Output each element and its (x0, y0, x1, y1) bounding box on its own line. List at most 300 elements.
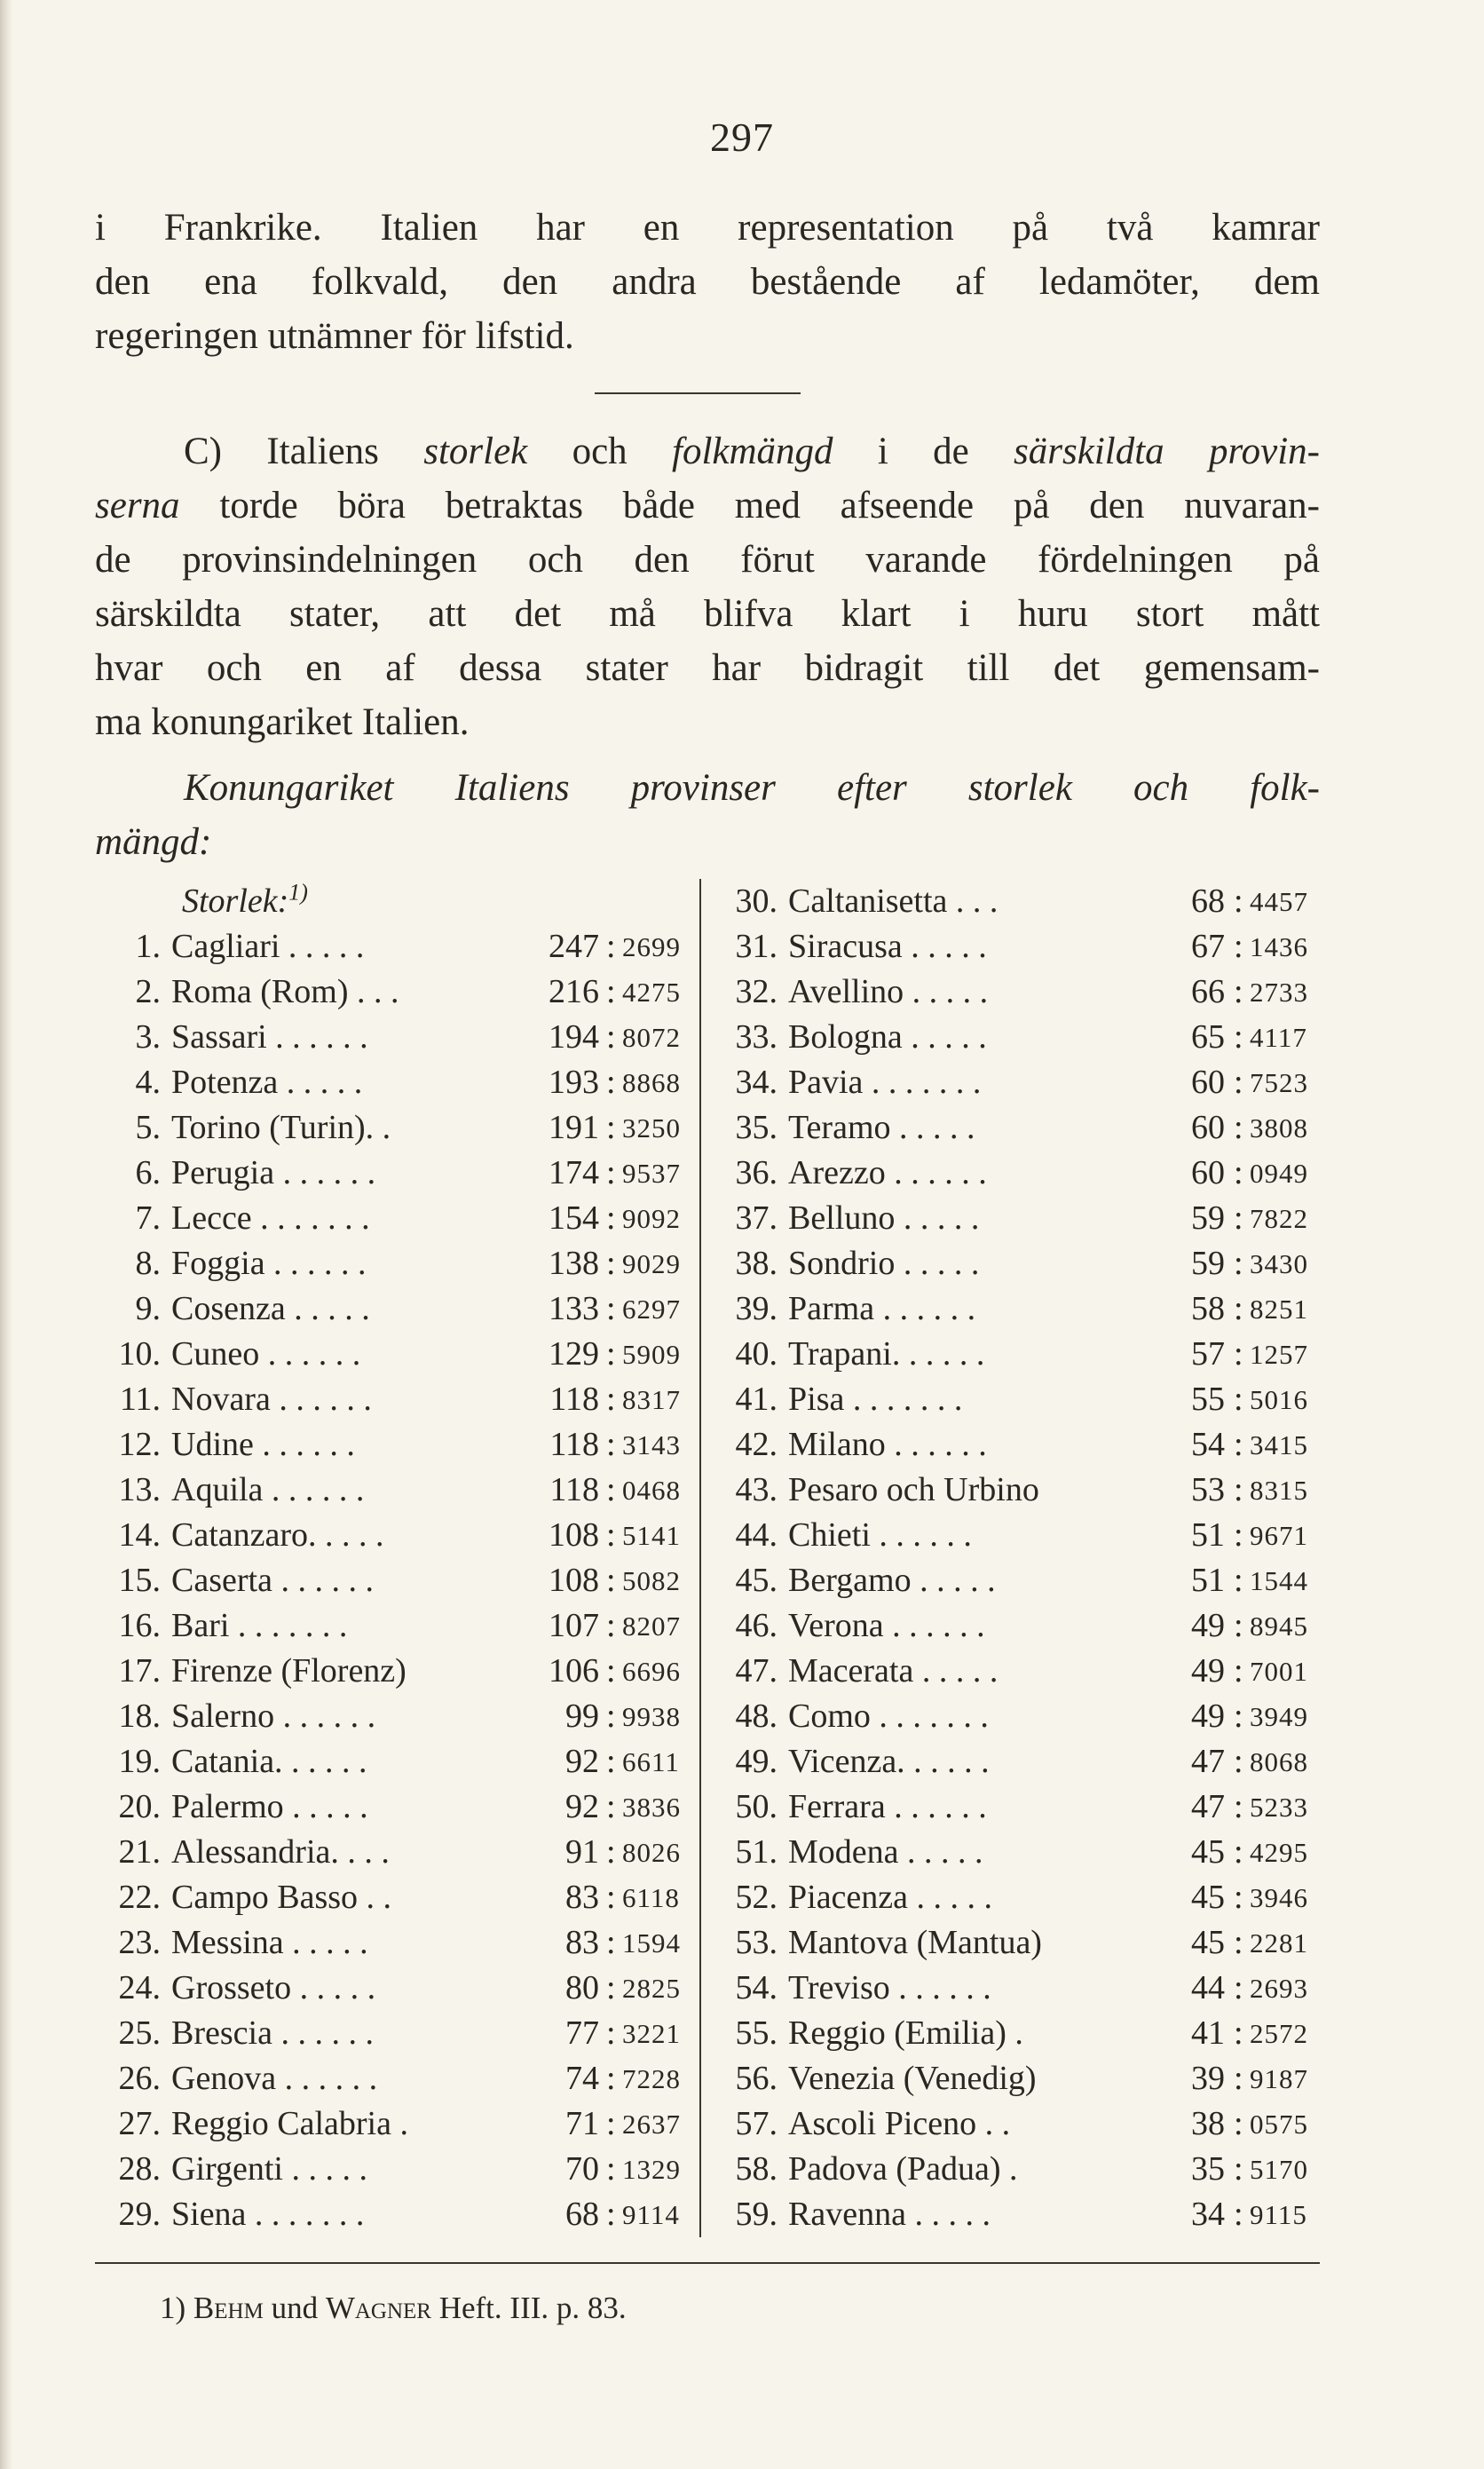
size-value: 92 (565, 1743, 599, 1780)
table-row (710, 1875, 1322, 1920)
size-value: 55 (1191, 1381, 1225, 1418)
text-line: serna torde böra betraktas både med afseende på den nuvaran- (95, 485, 1320, 526)
province-name: Macerata . . . . . (788, 1652, 999, 1690)
table-column-right (710, 879, 1322, 2237)
size-value: 35 (1191, 2150, 1225, 2188)
row-number: 49. (735, 1743, 778, 1780)
table-row (93, 969, 688, 1015)
population-value: 6611 (622, 1746, 680, 1777)
table-title-line: mängd: (95, 821, 212, 863)
row-number: 22. (118, 1879, 161, 1916)
table-row (710, 1603, 1322, 1649)
population-value: 5141 (622, 1520, 681, 1551)
row-number: 47. (735, 1652, 778, 1690)
population-value: 9187 (1250, 2063, 1308, 2094)
separator: : (606, 1607, 616, 1644)
separator: : (1234, 1697, 1243, 1735)
separator: : (1234, 1109, 1243, 1146)
paragraph-section-c (95, 424, 1320, 749)
row-number: 10. (118, 1335, 161, 1373)
province-name: Como . . . . . . . (788, 1697, 989, 1735)
province-name: Sassari . . . . . . (171, 1018, 368, 1056)
province-name: Messina . . . . . (171, 1924, 368, 1961)
table-row (93, 1875, 688, 1920)
separator: : (1234, 1652, 1243, 1690)
row-number: 21. (118, 1833, 161, 1871)
province-name: Palermo . . . . . (171, 1788, 368, 1825)
separator: : (1234, 1199, 1243, 1237)
row-number: 51. (735, 1833, 778, 1871)
population-value: 3430 (1250, 1248, 1308, 1279)
table-row (93, 1241, 688, 1286)
table-row (710, 1558, 1322, 1603)
size-value: 70 (565, 2150, 599, 2188)
table-row (710, 2056, 1322, 2101)
population-value: 4295 (1250, 1837, 1308, 1868)
population-value: 7228 (622, 2063, 681, 2094)
table-row (710, 1105, 1322, 1151)
table-row (710, 1151, 1322, 1196)
separator: : (606, 2014, 616, 2052)
table-row (93, 1739, 688, 1784)
table-row (710, 1513, 1322, 1558)
row-number: 27. (118, 2105, 161, 2142)
size-value: 118 (549, 1471, 599, 1508)
table-row (710, 1694, 1322, 1739)
province-name: Belluno . . . . . (788, 1199, 980, 1237)
province-name: Udine . . . . . . (171, 1426, 355, 1463)
province-name: Torino (Turin). . (171, 1109, 391, 1146)
separator: : (1234, 1879, 1243, 1916)
size-value: 107 (549, 1607, 599, 1644)
population-value: 1436 (1250, 931, 1308, 962)
population-value: 9115 (1250, 2199, 1307, 2230)
province-name: Vicenza. . . . . . (788, 1743, 990, 1780)
province-name: Chieti . . . . . . (788, 1516, 972, 1554)
size-value: 59 (1191, 1245, 1225, 1282)
row-number: 57. (735, 2105, 778, 2142)
province-name: Bologna . . . . . (788, 1018, 987, 1056)
size-value: 45 (1191, 1924, 1225, 1961)
separator: : (606, 1788, 616, 1825)
province-name: Teramo . . . . . (788, 1109, 975, 1146)
table-row (93, 1422, 688, 1468)
table-row (93, 1694, 688, 1739)
table-row (93, 2101, 688, 2147)
size-value: 67 (1191, 928, 1225, 965)
province-name: Perugia . . . . . . (171, 1154, 376, 1191)
province-name: Arezzo . . . . . . (788, 1154, 987, 1191)
size-value: 247 (549, 928, 599, 965)
separator: : (1234, 1154, 1243, 1191)
size-value: 99 (565, 1697, 599, 1735)
table-row (710, 1060, 1322, 1105)
row-number: 33. (735, 1018, 778, 1056)
text-line: ma konungariket Italien. (95, 701, 470, 743)
row-number: 55. (735, 2014, 778, 2052)
table-row (710, 924, 1322, 969)
separator: : (606, 1381, 616, 1418)
province-name: Ravenna . . . . . (788, 2196, 991, 2233)
population-value: 1544 (1250, 1565, 1308, 1596)
text-line: i Frankrike. Italien har en representation på två kamrar (95, 207, 1320, 249)
separator: : (606, 1245, 616, 1282)
province-name: Pisa . . . . . . . (788, 1381, 963, 1418)
row-number: 8. (135, 1245, 161, 1282)
footnote-rule (95, 2262, 1320, 2264)
row-number: 34. (735, 1064, 778, 1101)
table-row (710, 1015, 1322, 1060)
province-name: Bergamo . . . . . (788, 1562, 996, 1599)
province-name: Pesaro och Urbino (788, 1471, 1039, 1508)
province-name: Campo Basso . . (171, 1879, 392, 1916)
size-value: 59 (1191, 1199, 1225, 1237)
size-value: 49 (1191, 1607, 1225, 1644)
population-value: 3808 (1250, 1112, 1308, 1143)
table-row (710, 1966, 1322, 2011)
size-value: 49 (1191, 1697, 1225, 1735)
table-row (93, 1966, 688, 2011)
size-value: 51 (1191, 1562, 1225, 1599)
row-number: 20. (118, 1788, 161, 1825)
separator: : (1234, 1381, 1243, 1418)
province-name: Modena . . . . . (788, 1833, 983, 1871)
population-value: 8945 (1250, 1610, 1308, 1642)
row-number: 58. (735, 2150, 778, 2188)
row-number: 37. (735, 1199, 778, 1237)
province-name: Brescia . . . . . . (171, 2014, 374, 2052)
province-name: Caltanisetta . . . (788, 882, 999, 920)
size-value: 80 (565, 1969, 599, 2006)
population-value: 0468 (622, 1475, 681, 1506)
population-value: 4117 (1250, 1022, 1307, 1053)
size-value: 83 (565, 1924, 599, 1961)
table-row (93, 1332, 688, 1377)
province-name: Milano . . . . . . (788, 1426, 987, 1463)
table-row (93, 1196, 688, 1241)
province-name: Ferrara . . . . . . (788, 1788, 987, 1825)
province-name: Cagliari . . . . . (171, 928, 365, 965)
text-line: regeringen utnämner för lifstid. (95, 315, 574, 357)
population-value: 5016 (1250, 1384, 1308, 1415)
population-value: 1257 (1250, 1339, 1308, 1370)
size-value: 71 (565, 2105, 599, 2142)
table-row (710, 1784, 1322, 1830)
size-value: 45 (1191, 1879, 1225, 1916)
table-row (710, 1422, 1322, 1468)
table-row (93, 2056, 688, 2101)
size-value: 65 (1191, 1018, 1225, 1056)
row-number: 35. (735, 1109, 778, 1146)
table-row (93, 1468, 688, 1513)
province-name: Aquila . . . . . . (171, 1471, 365, 1508)
row-number: 36. (735, 1154, 778, 1191)
separator: : (606, 1924, 616, 1961)
row-number: 5. (135, 1109, 161, 1146)
table-row (93, 1060, 688, 1105)
row-number: 23. (118, 1924, 161, 1961)
separator: : (606, 1516, 616, 1554)
size-value: 118 (549, 1426, 599, 1463)
row-number: 45. (735, 1562, 778, 1599)
province-name: Padova (Padua) . (788, 2150, 1018, 2188)
row-number: 42. (735, 1426, 778, 1463)
population-value: 5082 (622, 1565, 681, 1596)
table-row (93, 924, 688, 969)
separator: : (606, 2060, 616, 2097)
population-value: 5170 (1250, 2154, 1308, 2185)
row-number: 31. (735, 928, 778, 965)
province-name: Firenze (Florenz) (171, 1652, 407, 1690)
separator: : (606, 1018, 616, 1056)
row-number: 14. (118, 1516, 161, 1554)
row-number: 41. (735, 1381, 778, 1418)
row-number: 40. (735, 1335, 778, 1373)
row-number: 59. (735, 2196, 778, 2233)
size-value: 174 (549, 1154, 599, 1191)
population-value: 7822 (1250, 1203, 1308, 1234)
separator: : (606, 1154, 616, 1191)
separator: : (1234, 1969, 1243, 2006)
population-value: 5909 (622, 1339, 681, 1370)
size-value: 106 (549, 1652, 599, 1690)
size-value: 133 (549, 1290, 599, 1327)
province-name: Verona . . . . . . (788, 1607, 985, 1644)
population-value: 1329 (622, 2154, 681, 2185)
size-value: 41 (1191, 2014, 1225, 2052)
province-name: Cosenza . . . . . (171, 1290, 370, 1327)
row-number: 1. (135, 928, 161, 965)
row-number: 28. (118, 2150, 161, 2188)
separator: : (606, 1743, 616, 1780)
row-number: 25. (118, 2014, 161, 2052)
table-row (710, 1649, 1322, 1694)
size-value: 108 (549, 1516, 599, 1554)
separator: : (606, 973, 616, 1010)
row-number: 16. (118, 1607, 161, 1644)
province-name: Grosseto . . . . . (171, 1969, 376, 2006)
text-line: den ena folkvald, den andra bestående af ledamöter, dem (95, 261, 1320, 303)
row-number: 18. (118, 1697, 161, 1735)
table-row (710, 2101, 1322, 2147)
size-value: 118 (549, 1381, 599, 1418)
size-value: 60 (1191, 1064, 1225, 1101)
table-row (710, 1241, 1322, 1286)
population-value: 1594 (622, 1927, 681, 1959)
table-row (93, 1830, 688, 1875)
population-value: 4275 (622, 977, 681, 1008)
separator: : (1234, 2196, 1243, 2233)
population-value: 3836 (622, 1792, 681, 1823)
separator: : (1234, 1924, 1243, 1961)
separator: : (606, 1290, 616, 1327)
row-number: 43. (735, 1471, 778, 1508)
row-number: 17. (118, 1652, 161, 1690)
row-number: 9. (135, 1290, 161, 1327)
population-value: 9537 (622, 1158, 681, 1189)
table-row (710, 879, 1322, 924)
row-number: 13. (118, 1471, 161, 1508)
row-number: 54. (735, 1969, 778, 2006)
row-number: 26. (118, 2060, 161, 2097)
population-value: 8251 (1250, 1294, 1308, 1325)
size-value: 44 (1191, 1969, 1225, 2006)
separator: : (1234, 1743, 1243, 1780)
size-value: 38 (1191, 2105, 1225, 2142)
province-table (0, 879, 1484, 2237)
population-value: 3949 (1250, 1701, 1308, 1732)
separator: : (1234, 2014, 1243, 2052)
row-number: 29. (118, 2196, 161, 2233)
population-value: 3221 (622, 2018, 681, 2049)
separator: : (606, 1109, 616, 1146)
size-value: 68 (565, 2196, 599, 2233)
row-number: 32. (735, 973, 778, 1010)
province-name: Novara . . . . . . (171, 1381, 372, 1418)
size-value: 129 (549, 1335, 599, 1373)
size-value: 47 (1191, 1788, 1225, 1825)
separator: : (1234, 2105, 1243, 2142)
province-name: Alessandria. . . . (171, 1833, 390, 1871)
size-value: 216 (549, 973, 599, 1010)
size-value: 49 (1191, 1652, 1225, 1690)
text-line: C) Italiens storlek och folkmängd i de särskildta provin- (184, 431, 1320, 472)
population-value: 9029 (622, 1248, 681, 1279)
size-value: 47 (1191, 1743, 1225, 1780)
separator: : (1234, 882, 1243, 920)
province-name: Venezia (Venedig) (788, 2060, 1037, 2097)
table-row (710, 1920, 1322, 1966)
table-row (93, 1920, 688, 1966)
separator: : (1234, 1562, 1243, 1599)
separator: : (1234, 1290, 1243, 1327)
separator: : (606, 1562, 616, 1599)
table-row (710, 1377, 1322, 1422)
province-name: Catania. . . . . . (171, 1743, 367, 1780)
table-row (93, 1151, 688, 1196)
row-number: 53. (735, 1924, 778, 1961)
province-name: Lecce . . . . . . . (171, 1199, 370, 1237)
province-name: Treviso . . . . . . (788, 1969, 991, 2006)
separator: : (606, 1199, 616, 1237)
population-value: 8026 (622, 1837, 681, 1868)
separator: : (1234, 1335, 1243, 1373)
population-value: 3250 (622, 1112, 681, 1143)
size-value: 191 (549, 1109, 599, 1146)
province-name: Trapani. . . . . . (788, 1335, 985, 1373)
table-row (93, 2192, 688, 2237)
section-divider (595, 392, 801, 394)
population-value: 3946 (1250, 1882, 1308, 1913)
separator: : (1234, 1426, 1243, 1463)
population-value: 6118 (622, 1882, 680, 1913)
row-number: 30. (735, 882, 778, 920)
province-name: Parma . . . . . . (788, 1290, 976, 1327)
table-row (710, 1830, 1322, 1875)
table-row (710, 1286, 1322, 1332)
size-value: 83 (565, 1879, 599, 1916)
province-name: Girgenti . . . . . (171, 2150, 367, 2188)
row-number: 3. (135, 1018, 161, 1056)
table-row (93, 1105, 688, 1151)
row-number: 38. (735, 1245, 778, 1282)
row-number: 4. (135, 1064, 161, 1101)
size-value: 54 (1191, 1426, 1225, 1463)
population-value: 8068 (1250, 1746, 1308, 1777)
separator: : (1234, 1833, 1243, 1871)
table-row (93, 1784, 688, 1830)
table-row (93, 1558, 688, 1603)
row-number: 6. (135, 1154, 161, 1191)
row-number: 56. (735, 2060, 778, 2097)
size-value: 138 (549, 1245, 599, 1282)
province-name: Salerno . . . . . . (171, 1697, 376, 1735)
province-name: Sondrio . . . . . (788, 1245, 980, 1282)
population-value: 2699 (622, 931, 681, 962)
province-name: Roma (Rom) . . . (171, 973, 399, 1010)
separator: : (606, 1969, 616, 2006)
table-row (710, 1332, 1322, 1377)
separator: : (606, 1335, 616, 1373)
population-value: 3415 (1250, 1429, 1308, 1460)
table-row (93, 1015, 688, 1060)
row-number: 12. (118, 1426, 161, 1463)
row-number: 19. (118, 1743, 161, 1780)
table-title (95, 761, 1320, 869)
text-line: de provinsindelningen och den förut varande fördelningen på (95, 539, 1320, 581)
table-row (93, 1649, 688, 1694)
text-line: hvar och en af dessa stater har bidragit till det gemensam- (95, 647, 1320, 689)
table-row (93, 2011, 688, 2056)
province-name: Catanzaro. . . . . (171, 1516, 384, 1554)
table-row (710, 1468, 1322, 1513)
row-number: 44. (735, 1516, 778, 1554)
separator: : (606, 1064, 616, 1101)
separator: : (606, 2150, 616, 2188)
size-value: 34 (1191, 2196, 1225, 2233)
row-number: 50. (735, 1788, 778, 1825)
population-value: 2572 (1250, 2018, 1308, 2049)
table-row (93, 1513, 688, 1558)
separator: : (606, 1833, 616, 1871)
separator: : (606, 2105, 616, 2142)
table-row (93, 1603, 688, 1649)
table-title-line: Konungariket Italiens provinser efter storlek och folk- (184, 767, 1320, 809)
population-value: 7001 (1250, 1656, 1308, 1687)
population-value: 2825 (622, 1973, 681, 2004)
size-value: 58 (1191, 1290, 1225, 1327)
size-value: 154 (549, 1199, 599, 1237)
population-value: 6696 (622, 1656, 681, 1687)
size-value: 92 (565, 1788, 599, 1825)
table-row (93, 1377, 688, 1422)
table-row (93, 2147, 688, 2192)
row-number: 2. (135, 973, 161, 1010)
province-name: Avellino . . . . . (788, 973, 989, 1010)
separator: : (606, 928, 616, 965)
row-number: 24. (118, 1969, 161, 2006)
separator: : (1234, 1064, 1243, 1101)
separator: : (1234, 1607, 1243, 1644)
separator: : (606, 1879, 616, 1916)
province-name: Caserta . . . . . . (171, 1562, 374, 1599)
population-value: 8207 (622, 1610, 681, 1642)
separator: : (606, 1471, 616, 1508)
population-value: 5233 (1250, 1792, 1308, 1823)
separator: : (1234, 2150, 1243, 2188)
population-value: 7523 (1250, 1067, 1308, 1098)
size-value: 45 (1191, 1833, 1225, 1871)
